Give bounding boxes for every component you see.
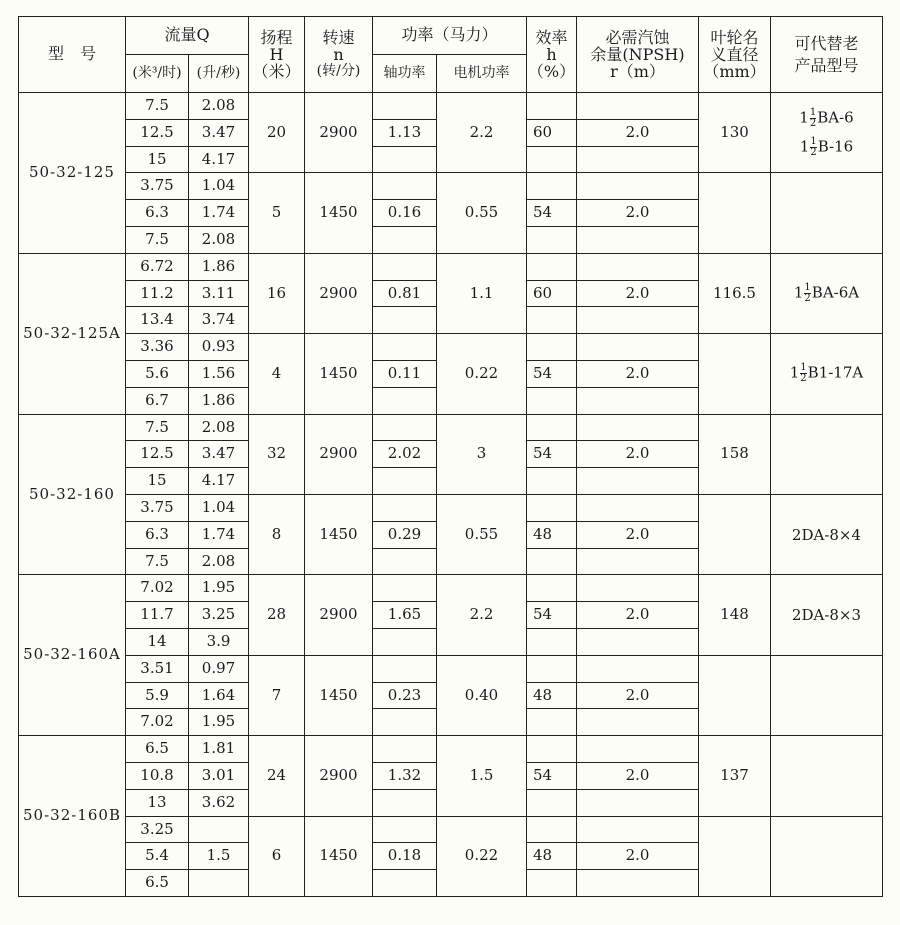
header-impeller: 叶轮名 义直径 （mm） xyxy=(699,17,771,93)
flow-m3h-cell: 6.7 xyxy=(126,387,189,414)
shaft-power-cell xyxy=(373,146,437,173)
flow-ls-cell: 1.64 xyxy=(189,682,249,709)
flow-ls-cell: 1.86 xyxy=(189,253,249,280)
npsh-cell xyxy=(577,494,699,521)
table-row xyxy=(19,334,883,361)
npsh-cell xyxy=(577,575,699,602)
model-cell: 50-32-160B xyxy=(19,736,126,897)
impeller-diameter-cell: 158 xyxy=(699,414,771,494)
shaft-power-cell xyxy=(373,575,437,602)
npsh-cell: 2.0 xyxy=(577,441,699,468)
flow-ls-cell: 1.95 xyxy=(189,575,249,602)
header-flow-ls: (升/秒) xyxy=(189,55,249,93)
model-cell: 50-32-160 xyxy=(19,414,126,575)
table-row xyxy=(19,655,883,682)
header-shaft-power: 轴功率 xyxy=(373,55,437,93)
shaft-power-cell: 1.32 xyxy=(373,762,437,789)
shaft-power-cell: 0.81 xyxy=(373,280,437,307)
flow-m3h-cell: 5.9 xyxy=(126,682,189,709)
shaft-power-cell xyxy=(373,334,437,361)
motor-power-cell: 0.55 xyxy=(437,494,527,574)
flow-m3h-cell: 3.36 xyxy=(126,334,189,361)
header-power: 功率（马力） xyxy=(373,17,527,55)
header-flow-m3h: (米³/时) xyxy=(126,55,189,93)
header-model: 型 号 xyxy=(19,17,126,93)
flow-ls-cell: 1.95 xyxy=(189,709,249,736)
flow-m3h-cell: 6.3 xyxy=(126,521,189,548)
motor-power-cell: 0.55 xyxy=(437,173,527,253)
header-efficiency: 效率 h （%） xyxy=(527,17,577,93)
flow-m3h-cell: 6.72 xyxy=(126,253,189,280)
flow-m3h-cell: 14 xyxy=(126,628,189,655)
flow-ls-cell: 2.08 xyxy=(189,414,249,441)
replacement-model: 2DA-8×4 xyxy=(791,525,862,544)
replacement-model: 2DA-8×3 xyxy=(791,606,862,625)
flow-ls-cell: 3.47 xyxy=(189,119,249,146)
flow-m3h-cell: 10.8 xyxy=(126,762,189,789)
flow-m3h-cell: 6.5 xyxy=(126,870,189,897)
flow-ls-cell: 3.62 xyxy=(189,789,249,816)
speed-cell: 1450 xyxy=(305,816,373,896)
motor-power-cell: 0.40 xyxy=(437,655,527,735)
table-row xyxy=(19,736,883,763)
impeller-diameter-cell xyxy=(699,334,771,414)
motor-power-cell: 0.22 xyxy=(437,816,527,896)
flow-m3h-cell: 7.5 xyxy=(126,93,189,120)
head-cell: 6 xyxy=(249,816,305,896)
replacement-cell xyxy=(771,736,883,816)
efficiency-cell xyxy=(527,93,577,120)
model-cell: 50-32-160A xyxy=(19,575,126,736)
flow-ls-cell: 1.04 xyxy=(189,494,249,521)
motor-power-cell: 2.2 xyxy=(437,93,527,173)
flow-ls-cell: 1.56 xyxy=(189,360,249,387)
impeller-diameter-cell xyxy=(699,816,771,896)
flow-m3h-cell: 11.2 xyxy=(126,280,189,307)
flow-m3h-cell: 12.5 xyxy=(126,441,189,468)
replacement-cell xyxy=(771,173,883,253)
flow-ls-cell: 3.74 xyxy=(189,307,249,334)
shaft-power-cell xyxy=(373,173,437,200)
speed-cell: 2900 xyxy=(305,414,373,494)
efficiency-cell xyxy=(527,226,577,253)
flow-m3h-cell: 3.75 xyxy=(126,173,189,200)
motor-power-cell: 1.5 xyxy=(437,736,527,816)
npsh-cell xyxy=(577,146,699,173)
flow-ls-cell: 0.97 xyxy=(189,655,249,682)
head-cell: 20 xyxy=(249,93,305,173)
efficiency-cell: 60 xyxy=(527,280,577,307)
shaft-power-cell xyxy=(373,414,437,441)
flow-ls-cell: 1.74 xyxy=(189,200,249,227)
efficiency-cell xyxy=(527,628,577,655)
npsh-cell: 2.0 xyxy=(577,280,699,307)
efficiency-cell xyxy=(527,548,577,575)
head-cell: 5 xyxy=(249,173,305,253)
header-replace: 可代替老 产品型号 xyxy=(771,17,883,93)
table-row xyxy=(19,414,883,441)
shaft-power-cell xyxy=(373,628,437,655)
shaft-power-cell xyxy=(373,93,437,120)
efficiency-cell: 48 xyxy=(527,682,577,709)
efficiency-cell xyxy=(527,253,577,280)
head-cell: 7 xyxy=(249,655,305,735)
flow-ls-cell: 0.93 xyxy=(189,334,249,361)
speed-cell: 2900 xyxy=(305,736,373,816)
flow-ls-cell: 3.11 xyxy=(189,280,249,307)
shaft-power-cell xyxy=(373,468,437,495)
motor-power-cell: 2.2 xyxy=(437,575,527,655)
shaft-power-cell: 2.02 xyxy=(373,441,437,468)
efficiency-cell xyxy=(527,414,577,441)
flow-ls-cell: 1.86 xyxy=(189,387,249,414)
shaft-power-cell xyxy=(373,736,437,763)
efficiency-cell: 54 xyxy=(527,200,577,227)
efficiency-cell: 54 xyxy=(527,360,577,387)
efficiency-cell xyxy=(527,146,577,173)
npsh-cell: 2.0 xyxy=(577,119,699,146)
flow-m3h-cell: 3.51 xyxy=(126,655,189,682)
efficiency-cell: 60 xyxy=(527,119,577,146)
model-cell: 50-32-125A xyxy=(19,253,126,414)
speed-cell: 1450 xyxy=(305,494,373,574)
table-row xyxy=(19,816,883,843)
shaft-power-cell xyxy=(373,387,437,414)
efficiency-cell xyxy=(527,655,577,682)
replacement-cell xyxy=(771,655,883,735)
npsh-cell xyxy=(577,387,699,414)
npsh-cell xyxy=(577,253,699,280)
flow-m3h-cell: 7.5 xyxy=(126,226,189,253)
shaft-power-cell xyxy=(373,870,437,897)
shaft-power-cell: 0.11 xyxy=(373,360,437,387)
table-row xyxy=(19,173,883,200)
npsh-cell xyxy=(577,468,699,495)
npsh-cell xyxy=(577,226,699,253)
header-npsh: 必需汽蚀 余量(NPSH) r（m） xyxy=(577,17,699,93)
flow-m3h-cell: 6.3 xyxy=(126,200,189,227)
replacement-cell xyxy=(771,334,883,414)
flow-ls-cell: 1.81 xyxy=(189,736,249,763)
flow-ls-cell: 2.08 xyxy=(189,93,249,120)
efficiency-cell xyxy=(527,816,577,843)
flow-m3h-cell: 15 xyxy=(126,146,189,173)
impeller-diameter-cell xyxy=(699,494,771,574)
flow-ls-cell: 3.47 xyxy=(189,441,249,468)
npsh-cell xyxy=(577,789,699,816)
motor-power-cell: 3 xyxy=(437,414,527,494)
head-cell: 28 xyxy=(249,575,305,655)
header-head: 扬程 H （米） xyxy=(249,17,305,93)
head-cell: 16 xyxy=(249,253,305,333)
flow-m3h-cell: 11.7 xyxy=(126,602,189,629)
header-motor-power: 电机功率 xyxy=(437,55,527,93)
speed-cell: 2900 xyxy=(305,575,373,655)
shaft-power-cell: 0.18 xyxy=(373,843,437,870)
replacement-model: 1 $\frac{1}{2}$ BA-6 xyxy=(799,106,854,129)
shaft-power-cell xyxy=(373,816,437,843)
impeller-diameter-cell xyxy=(699,173,771,253)
speed-cell: 1450 xyxy=(305,334,373,414)
flow-m3h-cell: 5.6 xyxy=(126,360,189,387)
npsh-cell xyxy=(577,816,699,843)
speed-cell: 2900 xyxy=(305,93,373,173)
flow-ls-cell: 1.5 xyxy=(189,843,249,870)
replacement-model: 1 $\frac{1}{2}$ B1-17A xyxy=(789,362,864,385)
flow-m3h-cell: 15 xyxy=(126,468,189,495)
efficiency-cell xyxy=(527,709,577,736)
impeller-diameter-cell: 148 xyxy=(699,575,771,655)
speed-cell: 1450 xyxy=(305,173,373,253)
flow-m3h-cell: 5.4 xyxy=(126,843,189,870)
flow-ls-cell: 3.25 xyxy=(189,602,249,629)
npsh-cell: 2.0 xyxy=(577,360,699,387)
npsh-cell: 2.0 xyxy=(577,200,699,227)
motor-power-cell: 1.1 xyxy=(437,253,527,333)
model-cell: 50-32-125 xyxy=(19,93,126,254)
shaft-power-cell xyxy=(373,655,437,682)
shaft-power-cell: 1.65 xyxy=(373,602,437,629)
shaft-power-cell: 1.13 xyxy=(373,119,437,146)
efficiency-cell xyxy=(527,736,577,763)
efficiency-cell xyxy=(527,870,577,897)
head-cell: 8 xyxy=(249,494,305,574)
replacement-cell xyxy=(771,816,883,896)
impeller-diameter-cell: 116.5 xyxy=(699,253,771,333)
npsh-cell xyxy=(577,173,699,200)
flow-m3h-cell: 3.25 xyxy=(126,816,189,843)
npsh-cell xyxy=(577,870,699,897)
replacement-model: 1 $\frac{1}{2}$ B-16 xyxy=(799,135,854,158)
flow-ls-cell: 1.04 xyxy=(189,173,249,200)
flow-ls-cell: 3.9 xyxy=(189,628,249,655)
shaft-power-cell xyxy=(373,226,437,253)
npsh-cell xyxy=(577,709,699,736)
header-speed: 转速 n (转/分) xyxy=(305,17,373,93)
head-cell: 32 xyxy=(249,414,305,494)
shaft-power-cell: 0.29 xyxy=(373,521,437,548)
table-row xyxy=(19,253,883,280)
table-row xyxy=(19,93,883,120)
pump-spec-table xyxy=(18,16,883,897)
head-cell: 24 xyxy=(249,736,305,816)
efficiency-cell xyxy=(527,575,577,602)
replacement-cell xyxy=(771,494,883,574)
efficiency-cell: 48 xyxy=(527,843,577,870)
flow-m3h-cell: 3.75 xyxy=(126,494,189,521)
flow-m3h-cell: 13 xyxy=(126,789,189,816)
speed-cell: 1450 xyxy=(305,655,373,735)
efficiency-cell: 54 xyxy=(527,602,577,629)
flow-m3h-cell: 6.5 xyxy=(126,736,189,763)
efficiency-cell xyxy=(527,468,577,495)
flow-m3h-cell: 13.4 xyxy=(126,307,189,334)
shaft-power-cell xyxy=(373,709,437,736)
shaft-power-cell: 0.16 xyxy=(373,200,437,227)
efficiency-cell xyxy=(527,494,577,521)
efficiency-cell xyxy=(527,307,577,334)
head-cell: 4 xyxy=(249,334,305,414)
flow-m3h-cell: 7.5 xyxy=(126,414,189,441)
npsh-cell: 2.0 xyxy=(577,843,699,870)
table-row xyxy=(19,575,883,602)
shaft-power-cell xyxy=(373,494,437,521)
replacement-model: 1 $\frac{1}{2}$ BA-6A xyxy=(793,281,860,304)
npsh-cell xyxy=(577,548,699,575)
npsh-cell xyxy=(577,93,699,120)
npsh-cell xyxy=(577,736,699,763)
flow-m3h-cell: 7.02 xyxy=(126,709,189,736)
npsh-cell: 2.0 xyxy=(577,521,699,548)
table-row xyxy=(19,494,883,521)
impeller-diameter-cell xyxy=(699,655,771,735)
npsh-cell xyxy=(577,655,699,682)
flow-m3h-cell: 7.02 xyxy=(126,575,189,602)
flow-ls-cell xyxy=(189,870,249,897)
efficiency-cell xyxy=(527,789,577,816)
efficiency-cell xyxy=(527,387,577,414)
efficiency-cell xyxy=(527,334,577,361)
speed-cell: 2900 xyxy=(305,253,373,333)
replacement-cell xyxy=(771,414,883,494)
npsh-cell: 2.0 xyxy=(577,682,699,709)
npsh-cell xyxy=(577,307,699,334)
flow-m3h-cell: 7.5 xyxy=(126,548,189,575)
efficiency-cell xyxy=(527,173,577,200)
shaft-power-cell xyxy=(373,789,437,816)
header-flow: 流量Q xyxy=(126,17,249,55)
shaft-power-cell: 0.23 xyxy=(373,682,437,709)
flow-ls-cell: 2.08 xyxy=(189,548,249,575)
flow-ls-cell: 4.17 xyxy=(189,468,249,495)
efficiency-cell: 54 xyxy=(527,762,577,789)
flow-ls-cell: 3.01 xyxy=(189,762,249,789)
impeller-diameter-cell: 137 xyxy=(699,736,771,816)
shaft-power-cell xyxy=(373,307,437,334)
motor-power-cell: 0.22 xyxy=(437,334,527,414)
npsh-cell xyxy=(577,334,699,361)
replacement-cell xyxy=(771,575,883,655)
flow-ls-cell: 4.17 xyxy=(189,146,249,173)
npsh-cell xyxy=(577,628,699,655)
replacement-cell xyxy=(771,93,883,173)
shaft-power-cell xyxy=(373,548,437,575)
flow-m3h-cell: 12.5 xyxy=(126,119,189,146)
shaft-power-cell xyxy=(373,253,437,280)
impeller-diameter-cell: 130 xyxy=(699,93,771,173)
flow-ls-cell: 2.08 xyxy=(189,226,249,253)
npsh-cell xyxy=(577,414,699,441)
npsh-cell: 2.0 xyxy=(577,762,699,789)
replacement-cell xyxy=(771,253,883,333)
efficiency-cell: 54 xyxy=(527,441,577,468)
flow-ls-cell xyxy=(189,816,249,843)
npsh-cell: 2.0 xyxy=(577,602,699,629)
flow-ls-cell: 1.74 xyxy=(189,521,249,548)
efficiency-cell: 48 xyxy=(527,521,577,548)
